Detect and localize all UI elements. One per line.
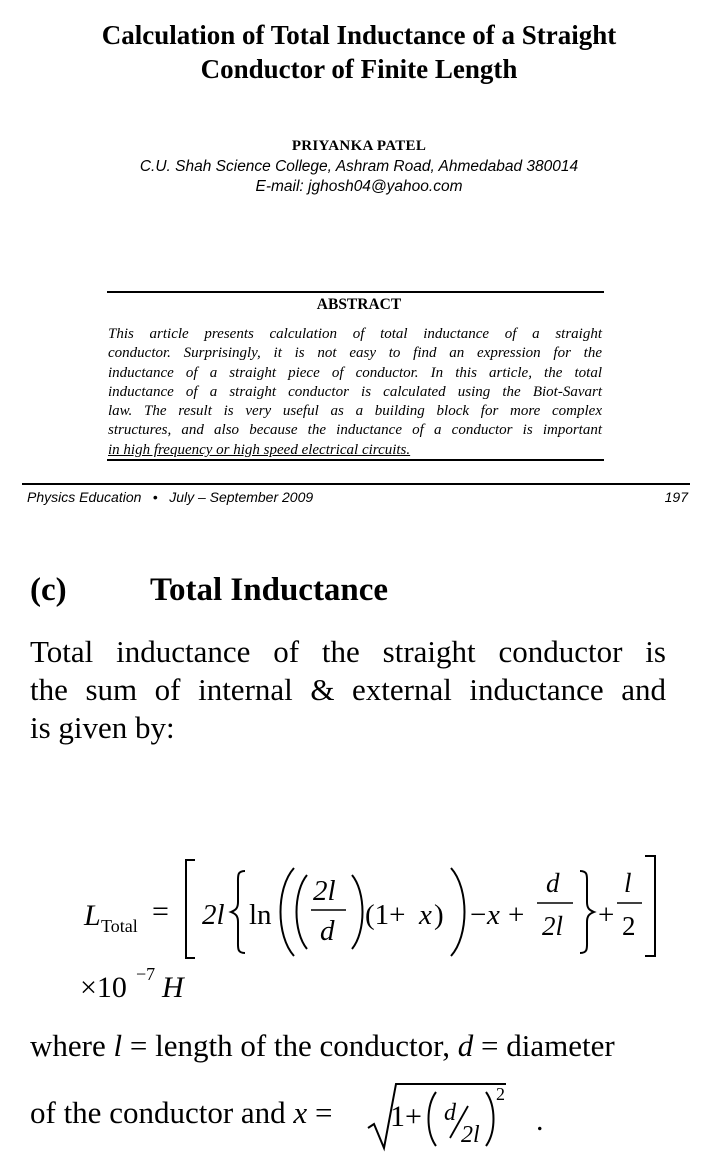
where-l-symbol: l [113,1028,123,1063]
footer-journal-name: Physics Education [27,489,142,505]
where-x-symbol: x [293,1095,308,1130]
eq-left-curly-brace [231,871,245,953]
abstract-body [108,325,602,460]
eq-ln: ln [249,899,272,931]
eq-plus: + [508,899,525,931]
section-label: (c) [30,572,67,608]
eq-left-square-bracket [186,860,195,958]
eq-inner-left-paren [297,875,308,949]
intro-line: the sum of internal & external inductance and [30,672,666,707]
eq-exponent: −7 [136,964,156,984]
footer-bullet: • [152,489,158,505]
sqrt-2l-denominator: 2l [461,1122,480,1148]
eq-L: L [84,899,101,932]
sqrt-period: . [536,1104,544,1137]
where-line-1 [30,1028,615,1064]
abstract-line: conductor. Surprisingly, it is not easy to find an expression for the [108,345,602,362]
sqrt-d-numerator: d [444,1100,456,1126]
footer-issue: July – September 2009 [169,489,314,505]
footer-journal [27,489,313,505]
eq-d-numerator: d [546,868,560,898]
eq-subscript: Total [101,916,138,936]
abstract-line: inductance of a straight piece of conductor. In this article, the total [108,364,602,381]
where-text-c: = diameter [473,1028,615,1063]
eq-outer-left-paren [281,868,295,956]
sqrt-one-plus: 1+ [390,1100,422,1133]
sqrt-square-exponent: 2 [496,1084,505,1104]
where-text-b: = length of the conductor, [122,1028,458,1063]
sqrt-left-paren [429,1092,437,1146]
where-d-symbol: d [457,1028,474,1063]
eq-frac-numerator: 2l [313,875,336,907]
eq-inner-right-paren [352,875,363,949]
eq-plus-2: + [598,899,615,931]
eq-x-2: x [487,899,500,931]
paper-title [0,18,718,86]
eq-two-denominator: 2 [622,911,636,941]
eq-unit-henry: H [162,971,184,1004]
where-line-2 [30,1095,332,1131]
where-text-d: of the conductor and [30,1095,294,1130]
radical-sign [368,1084,506,1148]
eq-right-square-bracket [645,856,655,956]
eq-minus: − [470,899,487,931]
footer-rule [22,483,690,485]
abstract-line: structures, and also because the inductance of a conductor is important [108,422,602,439]
abstract-bottom-rule [107,459,604,461]
abstract-line: This article presents calculation of total inductance of a straight [108,326,602,342]
intro-line: Total inductance of the straight conductor is [30,634,666,669]
section-intro [30,633,666,747]
sqrt-expression [366,1076,556,1156]
eq-2l-denominator: 2l [542,911,564,941]
eq-l-numerator: l [624,868,632,898]
abstract-line: law. The result is very useful as a building block for more complex [108,403,602,420]
sqrt-right-paren [486,1092,494,1146]
eq-frac-denominator: d [320,915,335,947]
where-equals: = [307,1095,333,1130]
eq-right-curly-brace [580,871,594,953]
footer-page-number: 197 [664,489,688,505]
author-email: E-mail: jghosh04@yahoo.com [255,178,463,195]
paper-title-line-1: Calculation of Total Inductance of a Straight [101,20,617,50]
abstract-line: inductance of a straight conductor is calculated using the Biot-Savart [108,383,602,400]
where-text-a: where [30,1028,114,1063]
abstract-heading: ABSTRACT [316,296,402,313]
eq-close-paren: ) [434,899,444,931]
author-name: PRIYANKA PATEL [291,138,427,154]
eq-times-ten: ×10 [80,971,127,1004]
eq-outer-right-paren [451,868,465,956]
eq-equals: = [152,895,169,928]
abstract-line: in high frequency or high speed electrical circuits. [108,441,411,458]
eq-2l: 2l [202,899,225,931]
section-title: Total Inductance [150,572,389,608]
eq-x: x [419,899,432,931]
intro-line: is given by: [30,710,175,745]
abstract-top-rule [107,291,604,293]
affiliation: C.U. Shah Science College, Ashram Road, Ahmedabad 380014 [139,158,579,175]
total-inductance-equation [0,840,718,1010]
paper-title-line-2: Conductor of Finite Length [200,54,518,84]
eq-one-plus: (1+ [365,899,406,931]
